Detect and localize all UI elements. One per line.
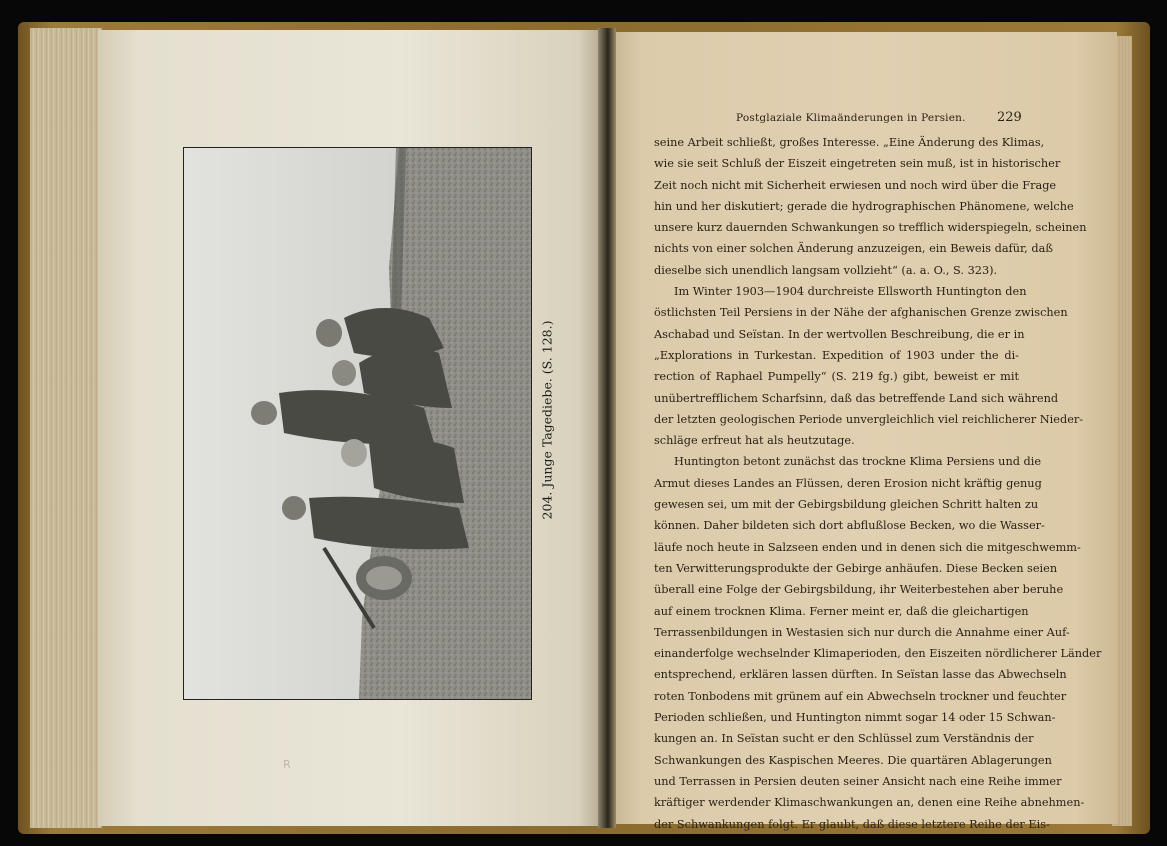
text-line: unübertrefflichem Scharfsinn, daß das betreffende Land sich während: [654, 391, 1059, 405]
text-line: Im Winter 1903—1904 durchreiste Ellsworth Huntington den: [674, 285, 1027, 299]
text-line: Armut dieses Landes an Flüssen, deren Erosion nicht kräftig genug: [654, 476, 1042, 490]
text-line: und Terrassen in Persien deuten seiner Ansicht nach eine Reihe immer: [654, 774, 1062, 788]
text-line: Zeit noch nicht mit Sicherheit erwiesen und noch wird über die Frage: [654, 178, 1057, 192]
text-line: Schwankungen des Kaspischen Meeres. Die quartären Ablagerungen: [654, 753, 1052, 767]
text-line: der letzten geologischen Periode unvergleichlich viel reichlicherer Nieder-: [654, 412, 1084, 426]
photo-illustration: [184, 148, 531, 699]
text-line: hin und her diskutiert; gerade die hydrographischen Phänomene, welche: [654, 199, 1074, 213]
pencil-mark: R: [283, 758, 291, 771]
text-line: rection of Raphael Pumpelly“ (S. 219 fg.) gibt, beweist er mit: [654, 370, 1019, 384]
text-line: schläge erfreut hat als heutzutage.: [654, 434, 855, 448]
text-line: „Explorations in Turkestan. Expedition of 1903 under the di-: [654, 348, 1019, 362]
text-line: der Schwankungen folgt. Er glaubt, daß diese letztere Reihe der Eis-: [654, 817, 1050, 831]
photo-plate: [183, 147, 532, 700]
text-line: kräftiger werdender Klimaschwankungen an, denen eine Reihe abnehmen-: [654, 796, 1085, 810]
body-text: [654, 132, 1102, 835]
text-line: roten Tonbodens mit grünem auf ein Abwechseln trockner und feuchter: [654, 689, 1067, 703]
figure-caption: 204. Junge Tagediebe. (S. 128.): [539, 320, 555, 520]
text-line: Terrassenbildungen in Westasien sich nur durch die Annahme einer Auf-: [654, 625, 1070, 639]
text-line: kungen an. In Seïstan sucht er den Schlüssel zum Verständnis der: [654, 732, 1034, 746]
text-line: einanderfolge wechselnder Klimaperioden, den Eiszeiten nördlicherer Länder: [654, 647, 1102, 661]
text-line: auf einem trocknen Klima. Ferner meint er, daß die gleichartigen: [654, 604, 1029, 618]
left-page-edges: [30, 28, 102, 828]
text-line: können. Daher bildeten sich dort abflußlose Becken, wo die Wasser-: [654, 519, 1045, 533]
text-line: dieselbe sich unendlich langsam vollzieht“ (a. a. O., S. 323).: [654, 263, 998, 277]
text-line: unsere kurz dauernden Schwankungen so trefflich widerspiegeln, scheinen: [654, 221, 1087, 235]
text-line: Huntington betont zunächst das trockne Klima Persiens und die: [674, 455, 1042, 469]
running-header: Postglaziale Klimaänderungen in Persien.: [736, 112, 966, 124]
text-line: nichts von einer solchen Änderung anzuzeigen, ein Beweis dafür, daß: [654, 242, 1053, 256]
text-line: gewesen sei, um mit der Gebirgsbildung gleichen Schritt halten zu: [654, 498, 1039, 512]
text-line: ten Verwitterungsprodukte der Gebirge anhäufen. Diese Becken seien: [654, 561, 1058, 575]
text-line: Perioden schließen, und Huntington nimmt sogar 14 oder 15 Schwan-: [654, 711, 1056, 725]
text-line: wie sie seit Schluß der Eiszeit eingetreten sein muß, ist in historischer: [654, 157, 1061, 171]
book-gutter: [598, 28, 616, 828]
text-line: östlichsten Teil Persiens in der Nähe der afghanischen Grenze zwischen: [654, 306, 1068, 320]
caption-anchor: [532, 320, 562, 550]
page-number: 229: [997, 110, 1022, 125]
text-line: läufe noch heute in Salzseen enden und in denen sich die mitgeschwemm-: [654, 540, 1081, 554]
text-line: entsprechend, erklären lassen dürften. In Seïstan lasse das Abwechseln: [654, 668, 1067, 682]
text-line: überall eine Folge der Gebirgsbildung, ihr Weiterbestehen aber beruhe: [654, 583, 1064, 597]
text-line: seine Arbeit schließt, großes Interesse. „Eine Änderung des Klimas,: [654, 136, 1045, 149]
text-line: Aschabad und Seïstan. In der wertvollen Beschreibung, die er in: [654, 327, 1025, 341]
